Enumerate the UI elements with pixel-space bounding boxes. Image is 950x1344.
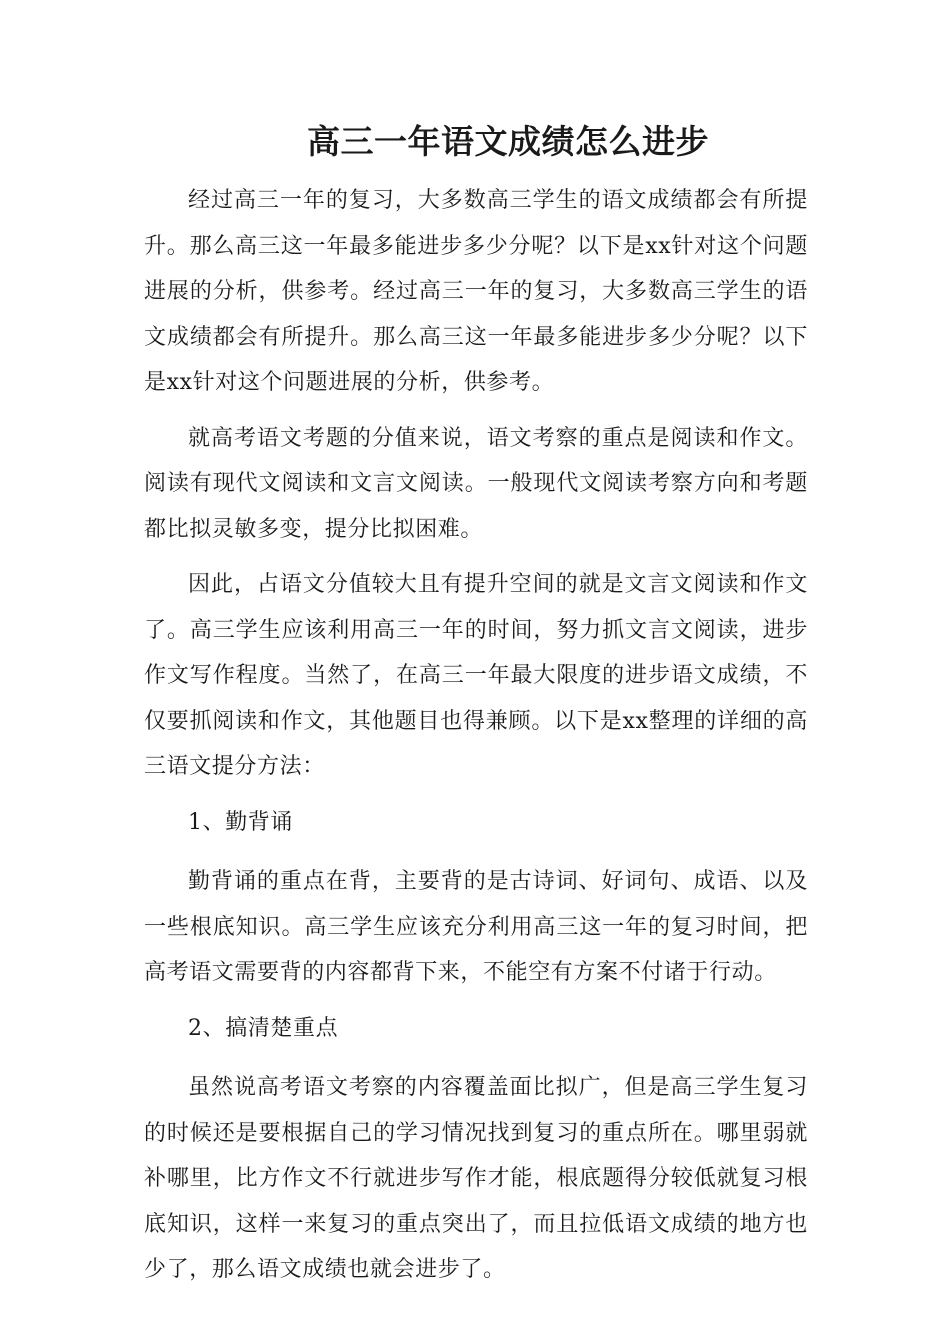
paragraph-strategy: 因此，占语文分值较大且有提升空间的就是文言文阅读和作文了。高三学生应该利用高三一年的时间，努力抓文言文阅读，进步作文写作程度。当然了，在高三一年最大限度的进步语文成绩，不仅要抓阅读和作文，其他题目也得兼顾。以下是xx整理的详细的高三语文提分方法： <box>144 572 808 779</box>
paragraph-exam-focus: 就高考语文考题的分值来说，语文考察的重点是阅读和作文。阅读有现代文阅读和文言文阅读。一般现代文阅读考察方向和考题都比拟灵敏多变，提分比拟困难。 <box>144 425 808 542</box>
document-title: 高三一年语文成绩怎么进步 <box>307 122 709 161</box>
document-body <box>144 178 808 1303</box>
paragraph-recitation: 勤背诵的重点在背，主要背的是古诗词、好词句、成语、以及一些根底知识。高三学生应该充分利用高三这一年的复习时间，把高考语文需要背的内容都背下来，不能空有方案不付诸于行动。 <box>144 869 808 985</box>
paragraph-key-points: 虽然说高考语文考察的内容覆盖面比拟广，但是高三学生复习的时候还是要根据自己的学习情况找到复习的重点所在。哪里弱就补哪里，比方作文不行就进步写作才能，根底题得分较低就复习根底知识，这样一来复习的重点突出了，而且拉低语文成绩的地方也少了，那么语文成绩也就会进步了。 <box>144 1075 808 1282</box>
heading-item-1: 1、勤背诵 <box>188 809 293 835</box>
paragraph-intro: 经过高三一年的复习，大多数高三学生的语文成绩都会有所提升。那么高三这一年最多能进步多少分呢？以下是xx针对这个问题进展的分析，供参考。经过高三一年的复习，大多数高三学生的语文成绩都会有所提升。那么高三这一年最多能进步多少分呢？以下是xx针对这个问题进展的分析，供参考。 <box>144 188 808 395</box>
heading-item-2: 2、搞清楚重点 <box>188 1015 339 1041</box>
